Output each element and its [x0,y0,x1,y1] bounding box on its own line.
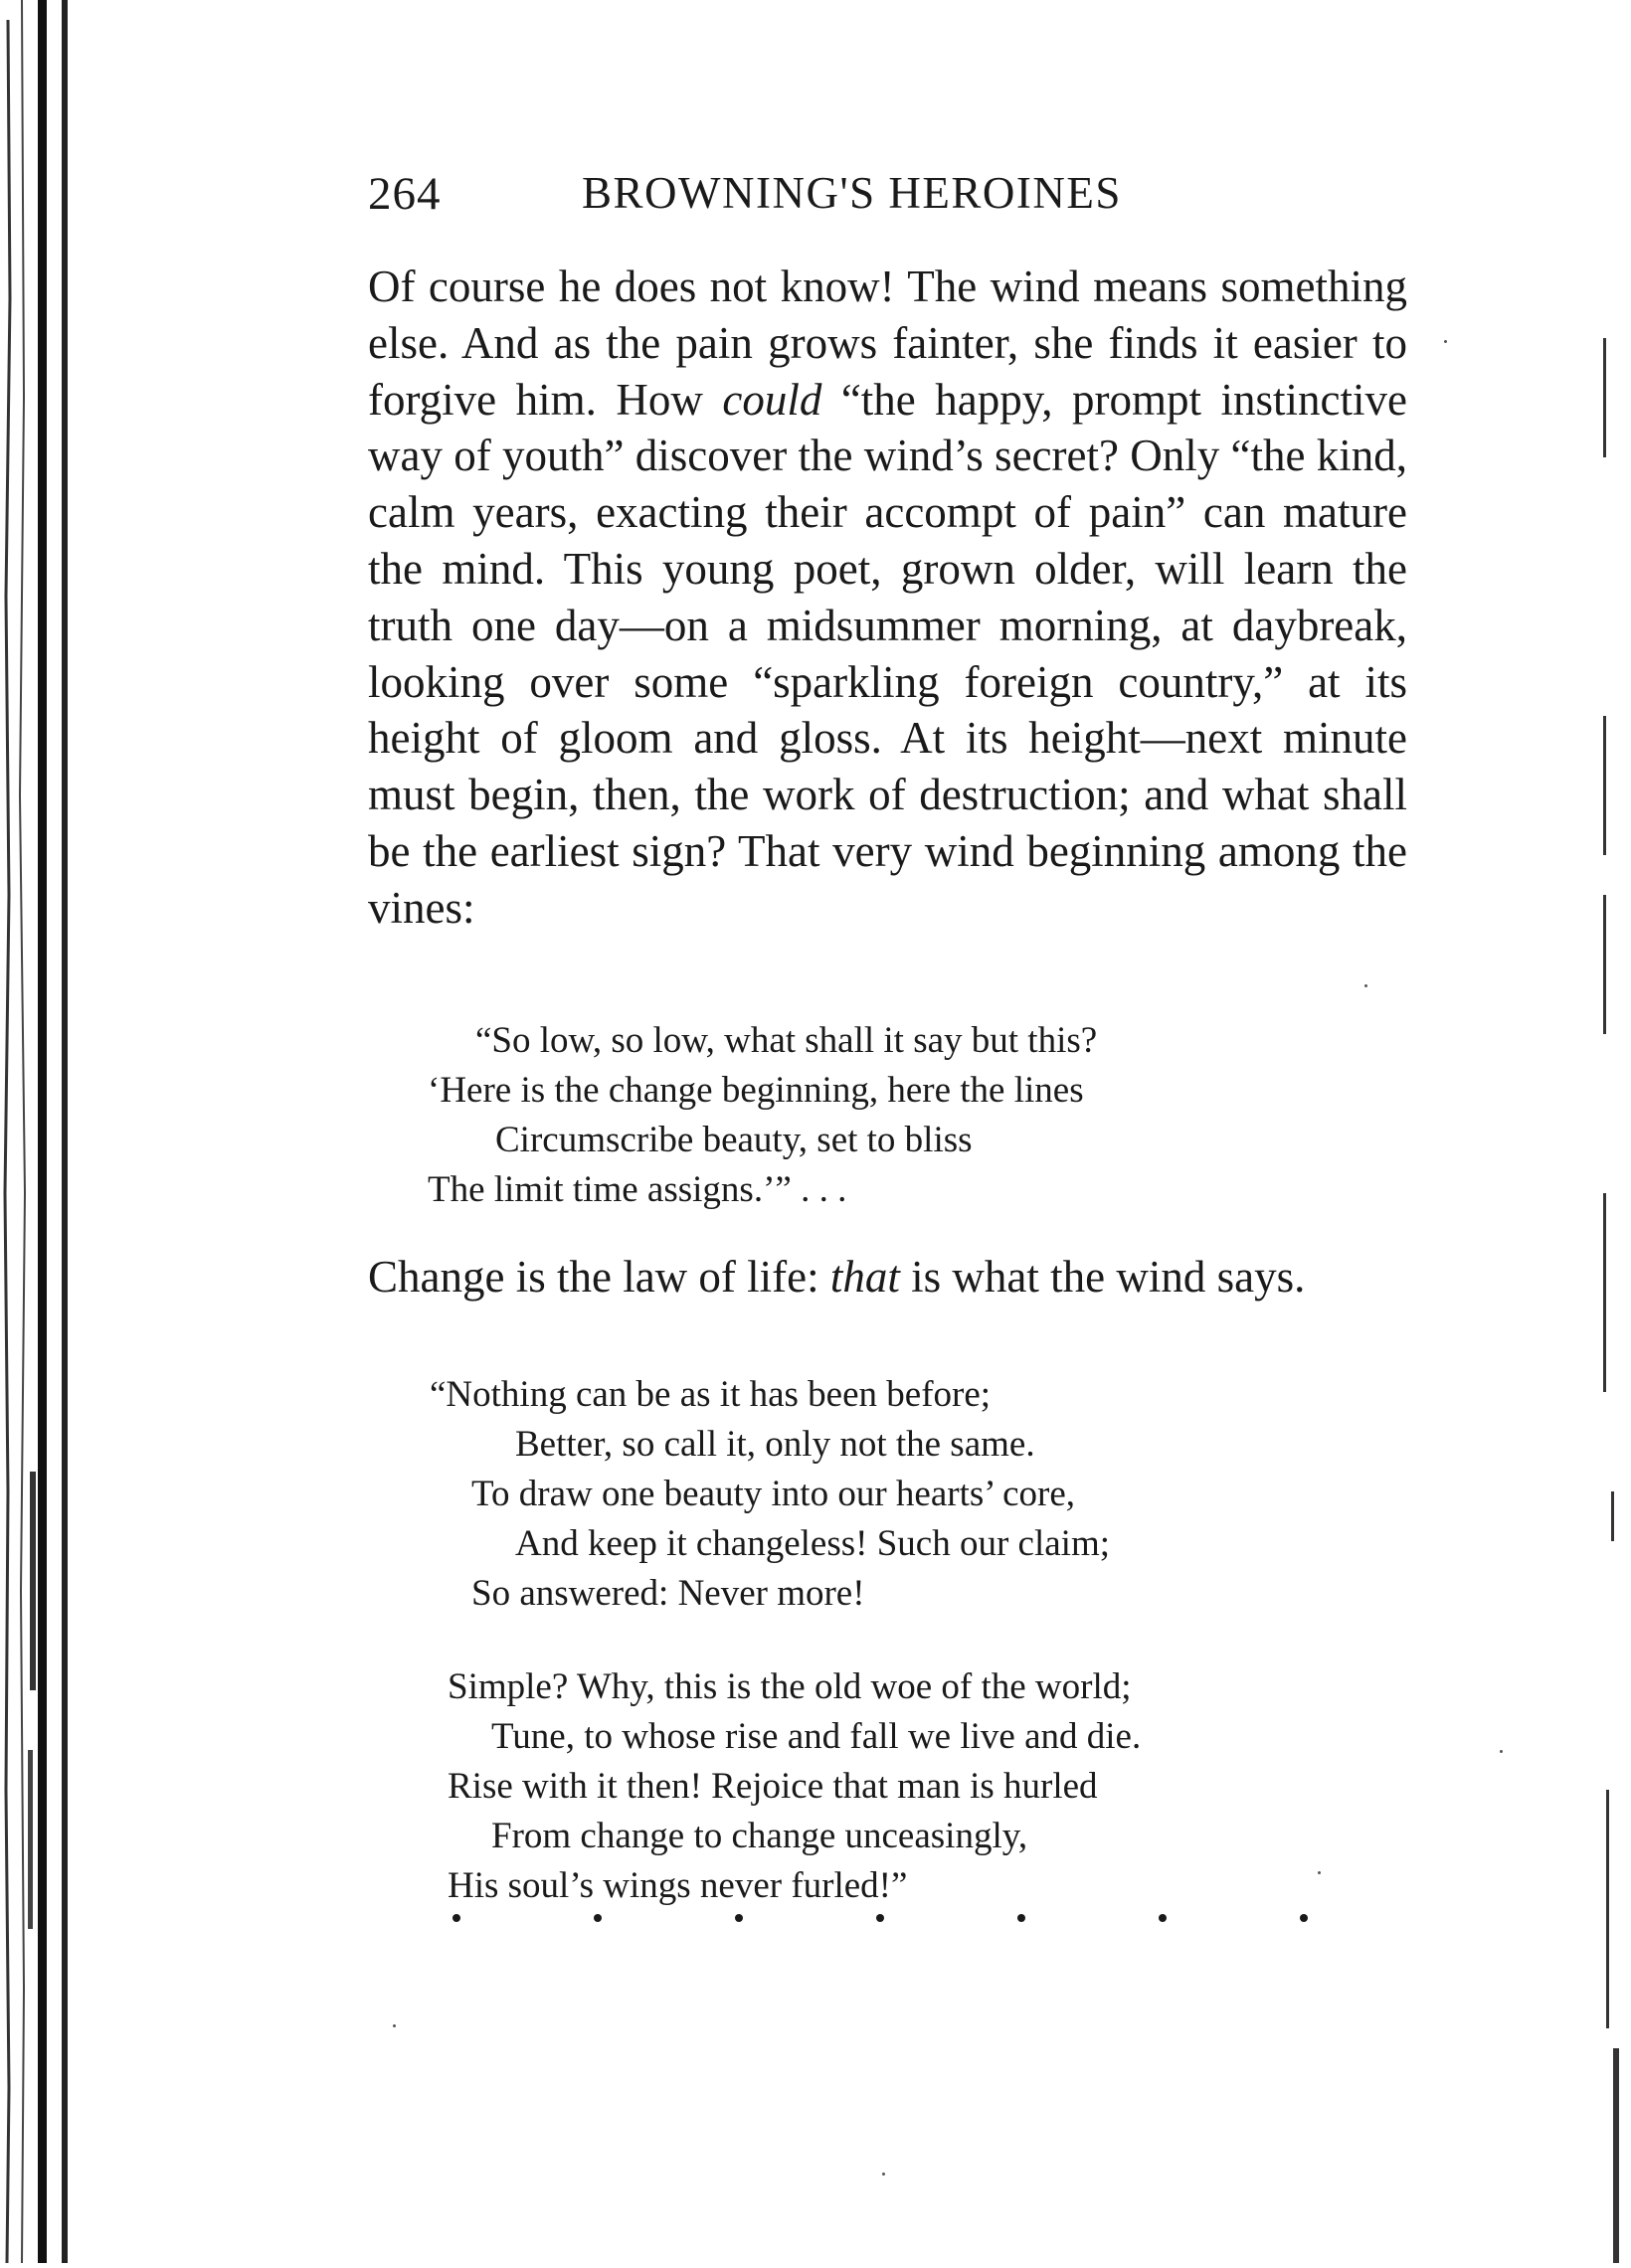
verse-line: “Nothing can be as it has been before; [430,1374,992,1415]
paragraph-text: “the happy, prompt instinctive way of youth” discover the wind’s secret? Only “the kind, calm years, exacting their accompt of pain” can mature the mind. This young poet, grown older, will learn the truth one day—on a midsummer morning, at daybreak, looking over some “sparkling foreign country,” at its height of gloom and gloss. At its height—next minute must begin, then, the work of destruction; and what shall be the earliest sign? That very wind beginning among the vines: [368,374,1407,933]
italic-word: could [722,374,822,425]
verse-line: Better, so call it, only not the same. [515,1424,1035,1465]
page-header [368,167,1412,237]
ellipsis-dot [594,1914,602,1922]
ellipsis-dot [735,1914,743,1922]
running-head: BROWNING'S HEROINES [582,168,1122,218]
ellipsis-dot [453,1914,460,1922]
verse-line: And keep it changeless! Such our claim; [515,1523,1110,1564]
ellipsis-dot [1300,1914,1308,1922]
margin-mark [1606,1790,1609,2028]
italic-word: that [829,1252,900,1302]
ellipsis-dots [453,1914,1308,1922]
verse-quote [430,1370,1110,1619]
paper-speck [1318,1871,1321,1874]
paper-speck [882,2173,885,2176]
margin-mark [1613,2048,1619,2263]
verse-line: Circumscribe beauty, set to bliss [495,1120,973,1160]
body-paragraph [368,259,1407,937]
margin-mark [1611,1491,1614,1541]
margin-mark [1603,1193,1606,1392]
verse-line: So answered: Never more! [471,1573,865,1614]
paper-speck [1364,984,1367,987]
paragraph-text: Change is the law of life: [368,1252,830,1302]
verse-line: “So low, so low, what shall it say but this? [475,1020,1098,1061]
page-number: 264 [368,168,442,220]
verse-line: Rise with it then! Rejoice that man is hurled [448,1766,1098,1807]
verse-line: Simple? Why, this is the old woe of the world; [448,1666,1132,1707]
ellipsis-dot [1159,1914,1167,1922]
verse-quote [448,1662,1141,1911]
book-binding-edge [0,0,78,2263]
margin-mark [1603,895,1606,1034]
verse-line: His soul’s wings never furled!” [448,1865,908,1906]
ellipsis-dot [876,1914,884,1922]
paper-speck [1444,340,1447,343]
margin-mark [1603,338,1606,457]
verse-line: From change to change unceasingly, [491,1816,1028,1856]
margin-mark [1603,716,1606,855]
body-paragraph [368,1249,1407,1306]
paper-speck [393,2024,396,2027]
verse-quote [428,1016,1097,1215]
paper-speck [1500,1750,1503,1753]
verse-line: The limit time assigns.’” . . . [428,1169,847,1210]
verse-line: ‘Here is the change beginning, here the lines [428,1070,1084,1111]
verse-line: To draw one beauty into our hearts’ core, [471,1474,1075,1514]
ellipsis-dot [1017,1914,1025,1922]
verse-line: Tune, to whose rise and fall we live and die. [491,1716,1142,1757]
paragraph-text: Of course he does not know! The wind means something else. And as the pain grows fainter, she finds it easier to forgive him. How [368,262,1407,425]
paragraph-text: is what the wind says. [899,1252,1306,1302]
